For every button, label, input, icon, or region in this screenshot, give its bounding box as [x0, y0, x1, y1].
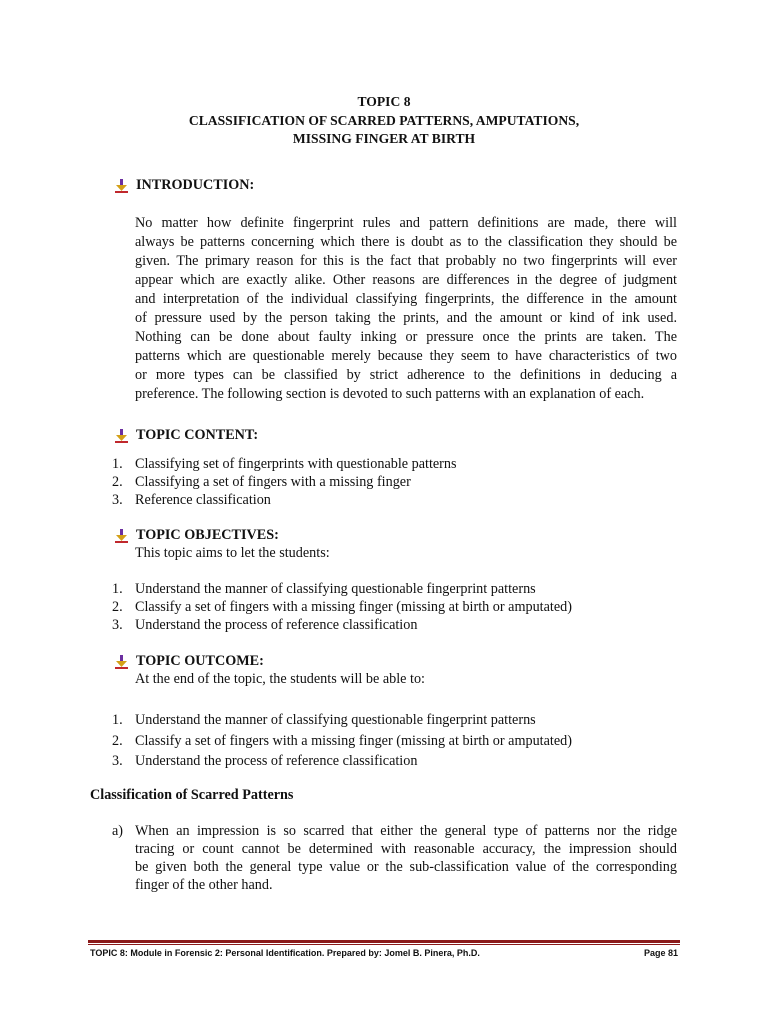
topic-objectives-heading — [113, 527, 279, 544]
paragraph-line: given. The primary reason for this is the fact that probably no two fingerprints will ever — [135, 253, 677, 269]
page-title-line1: CLASSIFICATION OF SCARRED PATTERNS, AMPUTATIONS, — [188, 113, 580, 128]
list-number: 1. — [112, 712, 123, 728]
topic-number: TOPIC 8 — [357, 94, 411, 109]
arrow-down-bullet-icon — [113, 528, 129, 544]
list-item: Classify a set of fingers with a missing finger (missing at birth or amputated) — [135, 599, 572, 615]
list-number: 1. — [112, 581, 123, 597]
list-number: 3. — [112, 617, 123, 633]
list-item: Understand the manner of classifying questionable fingerprint patterns — [135, 712, 536, 728]
heading-label: INTRODUCTION: — [136, 177, 255, 193]
section-heading: Classification of Scarred Patterns — [90, 787, 294, 803]
heading-label: TOPIC OBJECTIVES: — [136, 527, 279, 543]
list-item: Reference classification — [135, 492, 271, 508]
heading-label: TOPIC CONTENT: — [136, 427, 259, 443]
paragraph-line: always be patterns concerning which there is doubt as to the classification they should be — [135, 234, 677, 250]
paragraph-line: preference. The following section is devoted to such patterns with an explanation of each. — [135, 386, 645, 402]
paragraph-line: of pressure used by the person taking the prints, and the amount or kind of ink used. — [135, 310, 677, 326]
list-item: Understand the process of reference classification — [135, 617, 418, 633]
list-item: Classifying a set of fingers with a missing finger — [135, 474, 411, 490]
introduction-heading — [113, 177, 254, 194]
list-number: 2. — [112, 474, 123, 490]
paragraph-line: No matter how definite fingerprint rules and pattern definitions are made, there will — [135, 215, 677, 231]
footer-text: TOPIC 8: Module in Forensic 2: Personal Identification. Prepared by: Jomel B. Pinera, Ph.D. — [90, 948, 480, 958]
paragraph-line: and interpretation of the individual classifying fingerprints, the difference in the amount — [135, 291, 677, 307]
paragraph-line: When an impression is so scarred that either the general type of patterns nor the ridge — [135, 823, 677, 839]
topic-outcome-heading — [113, 653, 264, 670]
list-number: 2. — [112, 733, 123, 749]
topic-content-heading — [113, 427, 258, 444]
list-number: 2. — [112, 599, 123, 615]
paragraph-line: be given both the general type value or the sub-classification value of the corresponding — [135, 859, 677, 875]
paragraph-line: patterns which are questionable merely because they seem to have characteristics of two — [135, 348, 677, 364]
outcome-intro: At the end of the topic, the students will be able to: — [135, 671, 425, 687]
list-number: 3. — [112, 753, 123, 769]
footer-rule-thin — [88, 944, 680, 945]
arrow-down-bullet-icon — [113, 428, 129, 444]
paragraph-line: or more types can be classified by strict adherence to the definitions in deducing a — [135, 367, 677, 383]
paragraph-line: appear which are exactly alike. Other reasons are differences in the degree of judgment — [135, 272, 677, 288]
paragraph-line: Nothing can be done about faulty inking or pressure once the prints are taken. The — [135, 329, 677, 345]
list-item: Understand the process of reference classification — [135, 753, 418, 769]
objectives-intro: This topic aims to let the students: — [135, 545, 330, 561]
arrow-down-bullet-icon — [113, 178, 129, 194]
paragraph-line: tracing or count cannot be determined with reasonable accuracy, the impression should — [135, 841, 677, 857]
list-item: Classify a set of fingers with a missing finger (missing at birth or amputated) — [135, 733, 572, 749]
paragraph-line: finger of the other hand. — [135, 877, 273, 893]
item-label: a) — [112, 823, 124, 839]
list-number: 1. — [112, 456, 123, 472]
list-number: 3. — [112, 492, 123, 508]
list-item: Classifying set of fingerprints with questionable patterns — [135, 456, 457, 472]
arrow-down-bullet-icon — [113, 654, 129, 670]
footer-rule — [88, 940, 680, 943]
page-title-line2: MISSING FINGER AT BIRTH — [292, 131, 476, 146]
list-item: Understand the manner of classifying questionable fingerprint patterns — [135, 581, 536, 597]
page-number: Page 81 — [643, 948, 678, 958]
heading-label: TOPIC OUTCOME: — [136, 653, 264, 669]
